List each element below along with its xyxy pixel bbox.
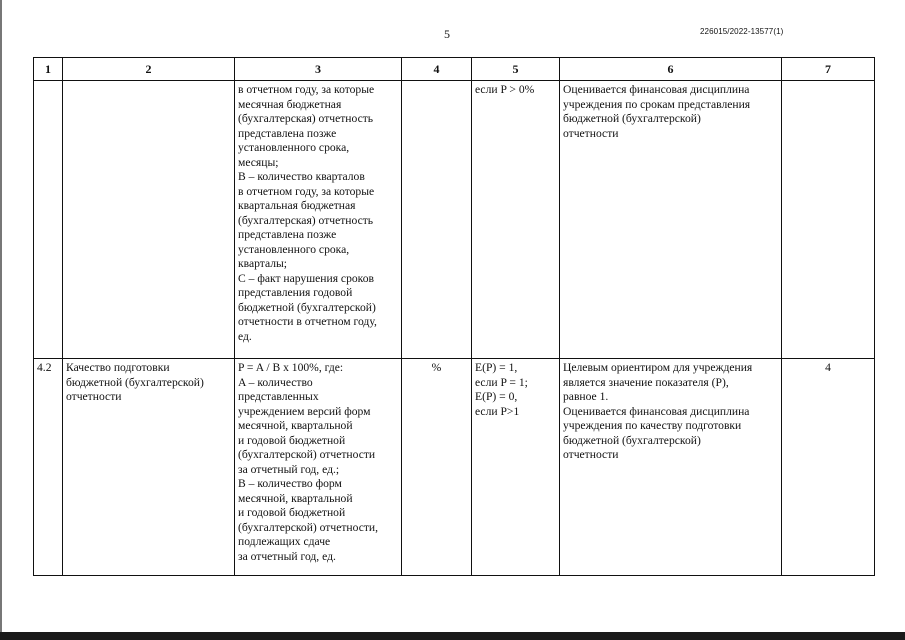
column-header: 2 (63, 58, 235, 81)
row-number-cell (34, 81, 63, 359)
page-number: 5 (444, 27, 450, 41)
max-score-cell: 4 (782, 359, 875, 576)
table-row (34, 359, 875, 576)
formula-cell: в отчетном году, за которые месячная бюджетная (бухгалтерская) отчетность представлена позже установленного срока, месяцы; B – количество кварталов в отчетном году, за которые квартальная бюджетная (бухгалтерская) отчетность представлена позже установленного срока, кварталы; C – факт нарушения сроков представления годовой бюджетной (бухгалтерской) отчетности в отчетном году, ед. (235, 81, 402, 359)
table-row (34, 81, 875, 359)
unit-cell (402, 81, 472, 359)
description-cell: Целевым ориентиром для учреждения является значение показателя (P), равное 1. Оценивается финансовая дисциплина учреждения по качеству подготовки бюджетной (бухгалтерской) отчетности (560, 359, 782, 576)
row-number-cell: 4.2 (34, 359, 63, 576)
scan-left-edge (0, 0, 2, 640)
rating-cell: E(P) = 1, если P = 1; E(P) = 0, если P>1 (472, 359, 560, 576)
column-header: 7 (782, 58, 875, 81)
rating-cell: если P > 0% (472, 81, 560, 359)
indicator-name-cell (63, 81, 235, 359)
table-header-row (34, 58, 875, 81)
description-cell: Оценивается финансовая дисциплина учреждения по срокам представления бюджетной (бухгалтерской) отчетности (560, 81, 782, 359)
scan-bottom-edge (0, 632, 905, 640)
indicators-table (33, 57, 875, 576)
column-header: 6 (560, 58, 782, 81)
document-id: 226015/2022-13577(1) (700, 27, 784, 36)
column-header: 3 (235, 58, 402, 81)
max-score-cell (782, 81, 875, 359)
formula-cell: P = A / B x 100%, где: A – количество представленных учреждением версий форм месячной, квартальной и годовой бюджетной (бухгалтерской) отчетности за отчетный год, ед.; B – количество форм месячной, квартальной и годовой бюджетной (бухгалтерской) отчетности, подлежащих сдаче за отчетный год, ед. (235, 359, 402, 576)
column-header: 1 (34, 58, 63, 81)
unit-cell: % (402, 359, 472, 576)
indicator-name-cell: Качество подготовки бюджетной (бухгалтерской) отчетности (63, 359, 235, 576)
column-header: 4 (402, 58, 472, 81)
column-header: 5 (472, 58, 560, 81)
